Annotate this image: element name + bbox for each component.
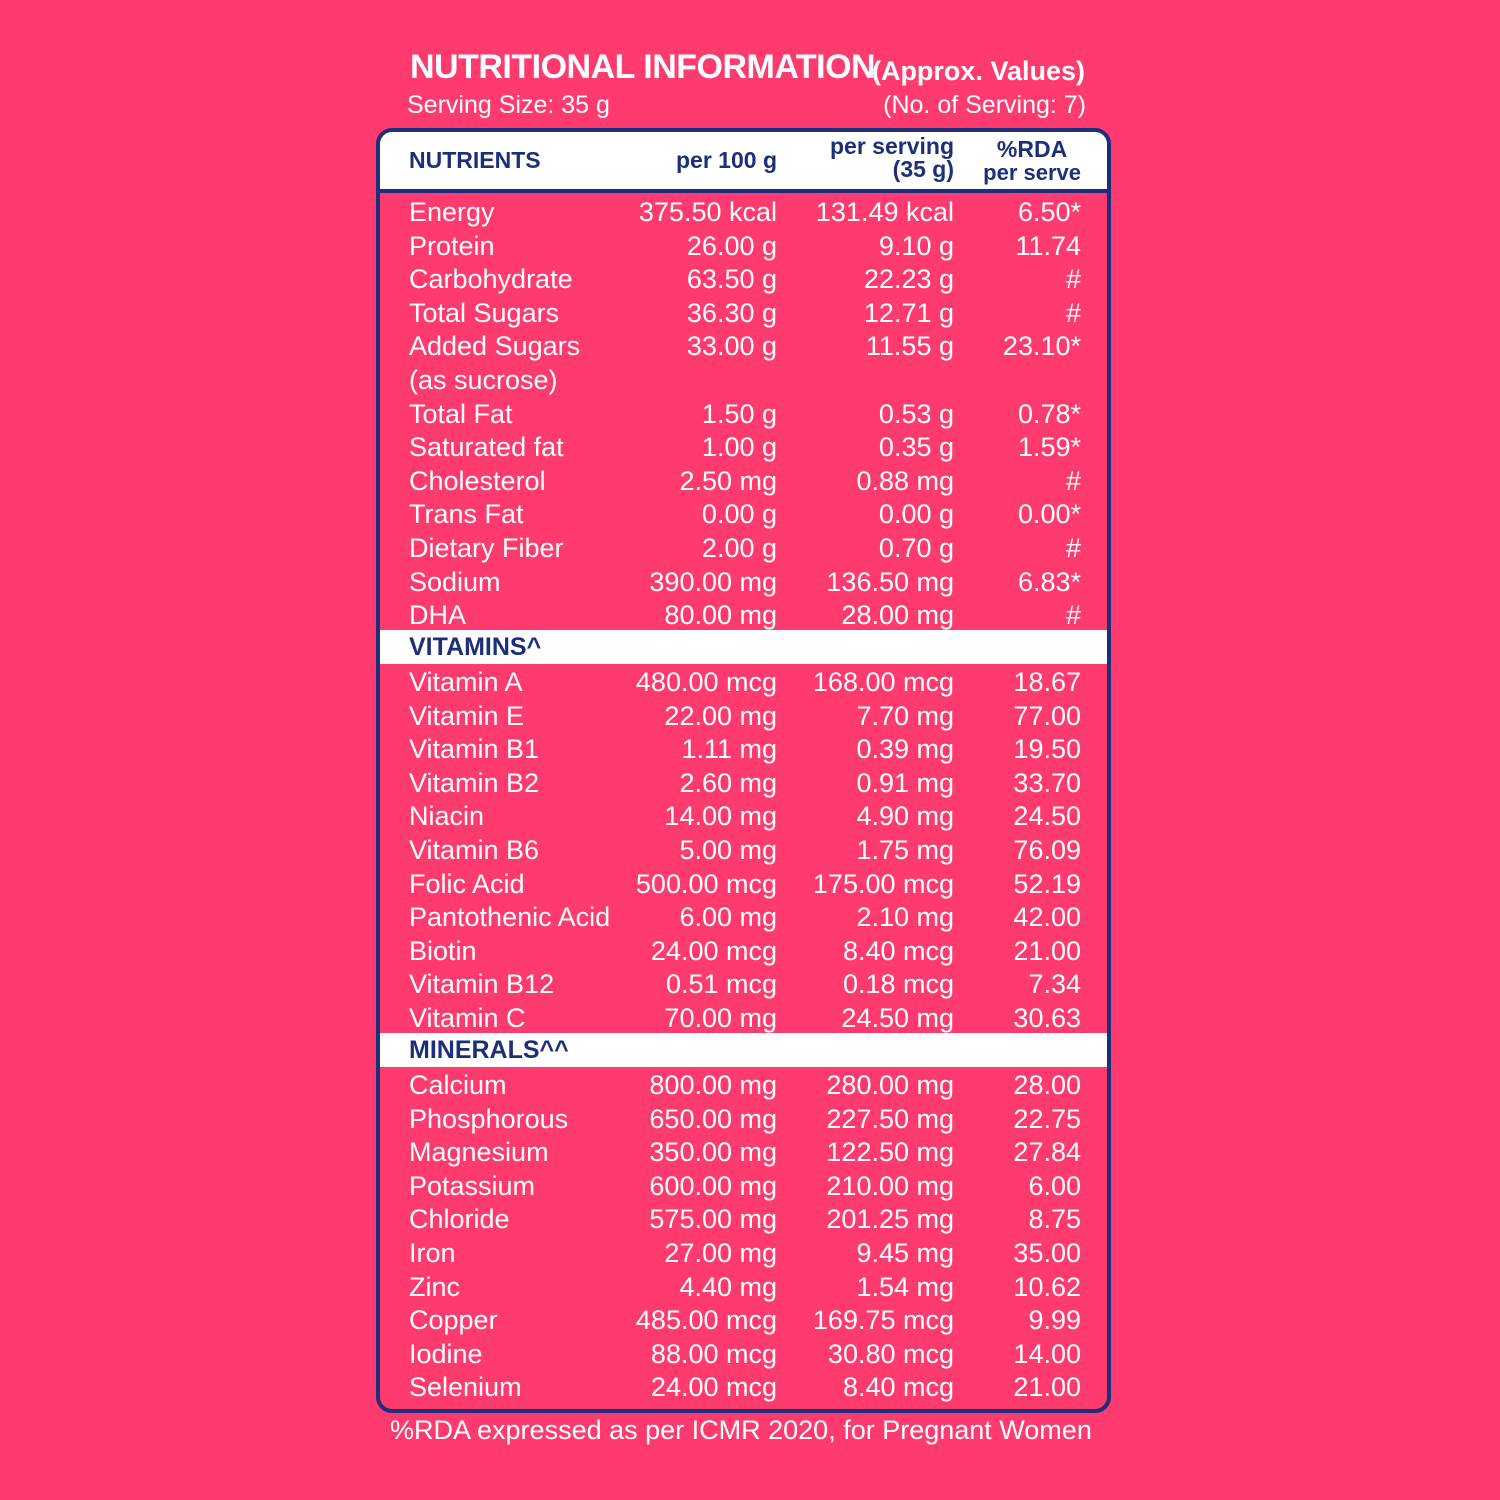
nutrient-name: Sodium bbox=[409, 566, 501, 597]
per-100g-value: 800.00 mg bbox=[649, 1070, 777, 1100]
rda-value: 18.67 bbox=[1013, 667, 1081, 697]
nutrient-name: Vitamin B6 bbox=[409, 835, 540, 865]
nutrient-name: Phosphorous bbox=[409, 1103, 569, 1134]
per-100g-value: 1.00 g bbox=[701, 432, 777, 463]
table-row bbox=[380, 901, 1107, 935]
table-row bbox=[380, 868, 1107, 902]
nutrient-name: Vitamin B1 bbox=[409, 734, 540, 765]
nutrition-table bbox=[376, 128, 1111, 1413]
per-serving-value: 0.53 g bbox=[878, 398, 954, 429]
per-serving-value: 227.50 mg bbox=[826, 1103, 954, 1134]
table-row bbox=[380, 1304, 1107, 1338]
table-row bbox=[380, 532, 1107, 566]
table-row bbox=[380, 263, 1107, 297]
nutrient-name: Calcium bbox=[409, 1070, 507, 1100]
per-serving-value: 280.00 mg bbox=[826, 1070, 954, 1100]
per-100g-value: 70.00 mg bbox=[664, 1003, 777, 1033]
per-serving-value: 1.54 mg bbox=[856, 1271, 954, 1302]
table-row bbox=[380, 330, 1107, 364]
per-100g-value: 80.00 mg bbox=[664, 600, 777, 631]
rda-value: # bbox=[1065, 533, 1081, 563]
per-100g-value: 1.50 g bbox=[701, 398, 777, 429]
per-serving-value: 210.00 mg bbox=[826, 1170, 954, 1201]
serving-size-label: Serving Size: 35 g bbox=[407, 91, 610, 119]
approx-values-label: (Approx. Values) bbox=[871, 56, 1085, 86]
table-row bbox=[380, 1069, 1107, 1103]
nutrient-name: Niacin bbox=[409, 801, 485, 832]
table-row bbox=[380, 800, 1107, 834]
header-per-serving-line1: per serving bbox=[830, 133, 954, 159]
label-title: NUTRITIONAL INFORMATION bbox=[410, 48, 876, 86]
per-100g-value: 63.50 g bbox=[686, 264, 777, 295]
per-serving-value: 12.71 g bbox=[863, 297, 954, 328]
nutrient-name: Dietary Fiber bbox=[409, 533, 564, 563]
per-serving-value: 9.10 g bbox=[878, 230, 954, 261]
per-100g-value: 500.00 mcg bbox=[635, 868, 777, 899]
nutrient-name: Total Sugars bbox=[409, 297, 560, 328]
table-row bbox=[380, 733, 1107, 767]
per-serving-value: 0.91 mg bbox=[856, 767, 954, 798]
per-100g-value: 5.00 mg bbox=[679, 835, 777, 865]
table-row bbox=[380, 767, 1107, 801]
nutrient-name: Vitamin B12 bbox=[409, 969, 555, 1000]
nutrient-name: Folic Acid bbox=[409, 868, 525, 899]
table-row bbox=[380, 599, 1107, 633]
nutrient-name: Iron bbox=[409, 1238, 456, 1268]
nutrient-name: Potassium bbox=[409, 1170, 536, 1201]
nutrient-name: Zinc bbox=[409, 1271, 461, 1302]
rda-value: 77.00 bbox=[1013, 700, 1081, 731]
per-serving-value: 11.55 g bbox=[865, 331, 954, 362]
per-serving-value: 169.75 mcg bbox=[812, 1305, 954, 1336]
per-100g-value: 2.00 g bbox=[701, 533, 777, 563]
per-100g-value: 480.00 mcg bbox=[635, 667, 777, 697]
table-row bbox=[380, 196, 1107, 230]
per-100g-value: 14.00 mg bbox=[664, 801, 777, 832]
per-serving-value: 22.23 g bbox=[863, 264, 954, 295]
nutrient-name: Magnesium bbox=[409, 1137, 549, 1168]
nutrient-name: Iodine bbox=[409, 1338, 483, 1369]
table-row bbox=[380, 968, 1107, 1002]
vitamins-label: VITAMINS^ bbox=[409, 633, 542, 661]
nutrient-name: Pantothenic Acid bbox=[409, 902, 611, 933]
rda-value: 11.74 bbox=[1015, 230, 1081, 261]
table-row bbox=[380, 1271, 1107, 1305]
per-serving-value: 8.40 mcg bbox=[842, 1372, 954, 1403]
nutrient-name: Vitamin A bbox=[409, 667, 523, 697]
per-100g-value: 2.60 mg bbox=[679, 767, 777, 798]
nutrient-name: DHA bbox=[409, 600, 467, 631]
per-100g-value: 26.00 g bbox=[686, 230, 777, 261]
rda-value: 27.84 bbox=[1013, 1137, 1081, 1168]
rda-value: 22.75 bbox=[1013, 1103, 1081, 1134]
per-100g-value: 27.00 mg bbox=[664, 1238, 777, 1268]
rda-value: 30.63 bbox=[1013, 1003, 1081, 1033]
per-100g-value: 575.00 mg bbox=[649, 1204, 777, 1235]
per-100g-value: 390.00 mg bbox=[649, 566, 777, 597]
table-row bbox=[380, 1338, 1107, 1372]
rda-value: # bbox=[1065, 264, 1081, 295]
table-row bbox=[380, 834, 1107, 868]
per-100g-value: 350.00 mg bbox=[649, 1137, 777, 1168]
rda-value: # bbox=[1065, 600, 1081, 631]
per-serving-value: 0.18 mcg bbox=[842, 969, 954, 1000]
table-header bbox=[380, 132, 1107, 193]
number-of-servings-label: (No. of Serving: 7) bbox=[883, 91, 1086, 119]
rda-value: 0.00* bbox=[1017, 499, 1081, 530]
rda-value: 6.83* bbox=[1017, 566, 1081, 597]
table-row bbox=[380, 566, 1107, 600]
per-100g-value: 4.40 mg bbox=[679, 1271, 777, 1302]
per-100g-value: 485.00 mcg bbox=[635, 1305, 777, 1336]
rda-value: 0.78* bbox=[1017, 398, 1081, 429]
rda-value: # bbox=[1065, 297, 1081, 328]
rda-footnote: %RDA expressed as per ICMR 2020, for Pregnant Women bbox=[390, 1415, 1092, 1445]
table-row bbox=[380, 465, 1107, 499]
rda-value: 35.00 bbox=[1013, 1238, 1081, 1268]
table-row bbox=[380, 498, 1107, 532]
per-serving-value: 168.00 mcg bbox=[812, 667, 954, 697]
rda-value: 8.75 bbox=[1028, 1204, 1081, 1235]
per-serving-value: 9.45 mg bbox=[856, 1238, 954, 1268]
per-100g-value: 24.00 mcg bbox=[650, 1372, 777, 1403]
per-serving-value: 201.25 mg bbox=[826, 1204, 954, 1235]
per-100g-value: 600.00 mg bbox=[649, 1170, 777, 1201]
header-rda bbox=[983, 138, 1081, 184]
per-100g-value: 0.51 mcg bbox=[665, 969, 777, 1000]
rda-value: 6.00 bbox=[1028, 1170, 1081, 1201]
per-serving-value: 2.10 mg bbox=[856, 902, 954, 933]
per-100g-value: 375.50 kcal bbox=[638, 197, 777, 227]
per-100g-value: 24.00 mcg bbox=[650, 935, 777, 966]
rda-value: 14.00 bbox=[1013, 1338, 1081, 1369]
nutrient-name: Trans Fat bbox=[409, 499, 524, 530]
nutrient-name: (as sucrose) bbox=[409, 365, 558, 395]
nutrient-name: Vitamin E bbox=[409, 700, 525, 731]
rda-value: 19.50 bbox=[1013, 734, 1081, 765]
nutrient-name: Saturated fat bbox=[409, 432, 564, 463]
nutrient-name: Cholesterol bbox=[409, 465, 546, 496]
header-rda-line1: %RDA bbox=[996, 136, 1068, 162]
per-serving-value: 0.88 mg bbox=[856, 465, 954, 496]
nutrient-name: Chloride bbox=[409, 1204, 510, 1235]
per-serving-value: 24.50 mg bbox=[841, 1003, 954, 1033]
per-serving-value: 28.00 mg bbox=[841, 600, 954, 631]
rda-value: 76.09 bbox=[1013, 835, 1081, 865]
rda-value: 28.00 bbox=[1013, 1070, 1081, 1100]
table-row bbox=[380, 1103, 1107, 1137]
table-row bbox=[380, 1237, 1107, 1271]
per-serving-value: 1.75 mg bbox=[856, 835, 954, 865]
nutrient-name: Selenium bbox=[409, 1372, 522, 1403]
per-serving-value: 4.90 mg bbox=[856, 801, 954, 832]
per-serving-value: 0.00 g bbox=[878, 499, 954, 530]
table-row bbox=[380, 398, 1107, 432]
per-100g-value: 33.00 g bbox=[686, 331, 777, 362]
table-row bbox=[380, 1170, 1107, 1204]
table-row bbox=[380, 297, 1107, 331]
per-serving-value: 7.70 mg bbox=[856, 700, 954, 731]
header-nutrients: NUTRIENTS bbox=[409, 147, 541, 173]
rda-value: 6.50* bbox=[1017, 197, 1081, 227]
per-serving-value: 30.80 mcg bbox=[827, 1338, 954, 1369]
table-row bbox=[380, 666, 1107, 700]
vitamins-section-header bbox=[380, 630, 1107, 664]
table-row bbox=[380, 1371, 1107, 1405]
rda-value: 21.00 bbox=[1013, 1372, 1081, 1403]
per-100g-value: 2.50 mg bbox=[679, 465, 777, 496]
per-serving-value: 136.50 mg bbox=[826, 566, 954, 597]
nutrient-name: Energy bbox=[409, 197, 495, 227]
header-per-serving bbox=[830, 135, 954, 181]
table-row bbox=[380, 935, 1107, 969]
nutrient-name: Vitamin C bbox=[409, 1003, 526, 1033]
per-100g-value: 1.11 mg bbox=[681, 734, 777, 765]
nutrient-name: Protein bbox=[409, 230, 495, 261]
per-serving-value: 8.40 mcg bbox=[842, 935, 954, 966]
rda-value: 42.00 bbox=[1013, 902, 1081, 933]
nutrient-name: Added Sugars bbox=[409, 331, 581, 362]
rda-value: 23.10* bbox=[1002, 331, 1081, 362]
per-serving-value: 122.50 mg bbox=[826, 1137, 954, 1168]
per-100g-value: 6.00 mg bbox=[679, 902, 777, 933]
rda-value: 1.59* bbox=[1017, 432, 1081, 463]
table-row bbox=[380, 431, 1107, 465]
nutrient-name: Carbohydrate bbox=[409, 264, 573, 295]
rda-value: 10.62 bbox=[1013, 1271, 1081, 1302]
nutrient-name: Biotin bbox=[409, 935, 477, 966]
per-serving-value: 131.49 kcal bbox=[815, 197, 954, 227]
nutrient-name: Vitamin B2 bbox=[409, 767, 540, 798]
rda-value: 21.00 bbox=[1013, 935, 1081, 966]
header-per-serving-line2: (35 g) bbox=[892, 156, 954, 182]
table-row bbox=[380, 700, 1107, 734]
per-serving-value: 175.00 mcg bbox=[812, 868, 954, 899]
minerals-section-header bbox=[380, 1033, 1107, 1067]
header-rda-line2: per serve bbox=[983, 160, 1081, 185]
per-100g-value: 22.00 mg bbox=[664, 700, 777, 731]
per-100g-value: 36.30 g bbox=[686, 297, 777, 328]
per-100g-value: 0.00 g bbox=[701, 499, 777, 530]
rda-value: 7.34 bbox=[1028, 969, 1081, 1000]
per-100g-value: 650.00 mg bbox=[649, 1103, 777, 1134]
per-serving-value: 0.70 g bbox=[878, 533, 954, 563]
rda-value: # bbox=[1065, 465, 1081, 496]
rda-value: 33.70 bbox=[1013, 767, 1081, 798]
per-serving-value: 0.35 g bbox=[878, 432, 954, 463]
header-per-100g: per 100 g bbox=[676, 147, 777, 173]
table-row bbox=[380, 230, 1107, 264]
table-row bbox=[380, 1002, 1107, 1036]
rda-value: 24.50 bbox=[1013, 801, 1081, 832]
table-row bbox=[380, 364, 1107, 398]
nutrient-name: Total Fat bbox=[409, 398, 513, 429]
table-row bbox=[380, 1136, 1107, 1170]
rda-value: 9.99 bbox=[1028, 1305, 1081, 1336]
per-serving-value: 0.39 mg bbox=[856, 734, 954, 765]
rda-value: 52.19 bbox=[1013, 868, 1081, 899]
per-100g-value: 88.00 mcg bbox=[650, 1338, 777, 1369]
nutrient-name: Copper bbox=[409, 1305, 498, 1336]
minerals-label: MINERALS^^ bbox=[409, 1036, 569, 1064]
table-row bbox=[380, 1203, 1107, 1237]
